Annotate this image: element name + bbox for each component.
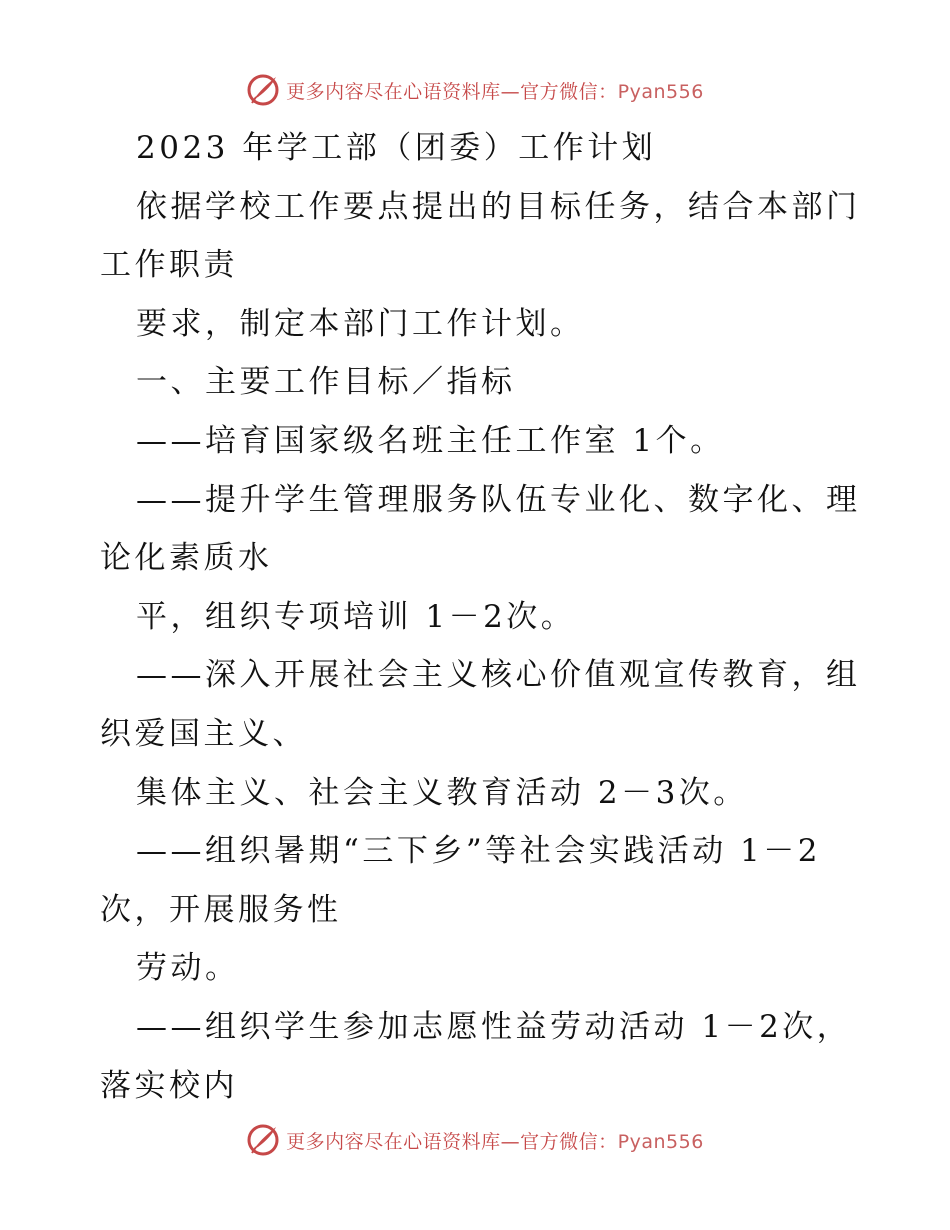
quill-logo-icon (246, 73, 280, 107)
list-item: ——深入开展社会主义核心价值观宣传教育，组 (136, 657, 860, 694)
list-item-continuation: 集体主义、社会主义教育活动 2－3次。 (136, 774, 748, 811)
paragraph-line: 工作职责 (100, 247, 238, 284)
list-item-continuation: 织爱国主义、 (100, 715, 307, 752)
footer-banner-text: 更多内容尽在心语资料库—官方微信：Pyan556 (286, 1130, 704, 1153)
list-item-continuation: 次，开展服务性 (100, 891, 342, 928)
list-item: ——培育国家级名班主任工作室 1个。 (136, 422, 725, 459)
list-item: ——组织暑期“三下乡”等社会实践活动 1－2 (136, 833, 821, 870)
list-item-continuation: 论化素质水 (100, 540, 273, 577)
header-banner-text: 更多内容尽在心语资料库—官方微信：Pyan556 (286, 80, 704, 103)
list-item-continuation: 劳动。 (136, 950, 240, 987)
quill-logo-icon (246, 1123, 280, 1157)
paragraph-line: 依据学校工作要点提出的目标任务，结合本部门 (136, 188, 860, 225)
paragraph-line: 要求，制定本部门工作计划。 (136, 305, 585, 342)
list-item-continuation: 平，组织专项培训 1－2次。 (136, 598, 576, 635)
section-heading: 一、主要工作目标／指标 (136, 364, 516, 401)
list-item: ——提升学生管理服务队伍专业化、数字化、理 (136, 481, 860, 518)
list-item-continuation: 落实校内 (100, 1067, 238, 1104)
footer-wechat-id: Pyan556 (617, 1130, 704, 1153)
document-title: 2023 年学工部（团委）工作计划 (136, 130, 657, 166)
header-banner (0, 70, 950, 110)
footer-banner (0, 1120, 950, 1160)
list-item: ——组织学生参加志愿性益劳动活动 1－2次， (136, 1008, 852, 1045)
header-wechat-id: Pyan556 (617, 80, 704, 103)
document-body (100, 119, 860, 1115)
